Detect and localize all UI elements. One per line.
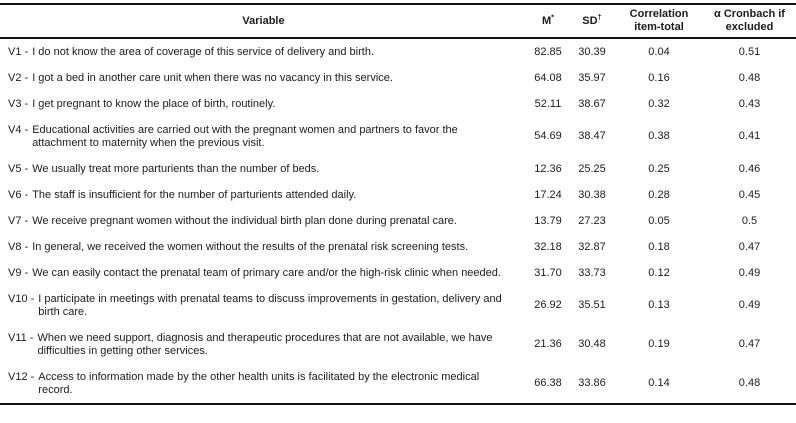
variable-text: I do not know the area of coverage of this service of delivery and birth. — [32, 45, 374, 58]
sd-footnote-marker: † — [597, 11, 602, 21]
correlation-value: 0.05 — [648, 214, 670, 227]
correlation-value: 0.13 — [648, 299, 670, 311]
correlation-value: 0.04 — [648, 45, 670, 58]
mean-value: 21.36 — [534, 338, 562, 350]
mean-footnote-marker: * — [551, 11, 555, 21]
sd-value: 30.48 — [578, 338, 606, 350]
sd-value: 27.23 — [578, 214, 606, 227]
sd-value: 32.87 — [578, 240, 606, 253]
sd-value: 30.38 — [578, 188, 606, 201]
variable-text: We usually treat more parturients than the number of beds. — [32, 162, 320, 175]
mean-value: 13.79 — [534, 214, 562, 227]
sd-label: SD — [582, 14, 598, 27]
column-header-variable: Variable — [0, 4, 527, 38]
sd-value: 35.51 — [578, 299, 606, 311]
table-row — [0, 91, 796, 117]
alpha-value: 0.47 — [738, 338, 761, 350]
table-row — [0, 260, 796, 286]
sd-value: 35.97 — [578, 71, 606, 84]
correlation-value: 0.16 — [648, 71, 670, 84]
sd-value: 33.73 — [578, 266, 606, 279]
alpha-value: 0.48 — [738, 377, 761, 389]
mean-value: 64.08 — [534, 71, 562, 84]
sd-value: 38.47 — [578, 130, 606, 142]
mean-value: 32.18 — [534, 240, 562, 253]
table-row — [0, 364, 796, 404]
table-header — [0, 4, 796, 38]
table-row — [0, 234, 796, 260]
correlation-value: 0.38 — [648, 130, 670, 142]
table-row — [0, 156, 796, 182]
mean-value: 12.36 — [534, 162, 562, 175]
sd-value: 38.67 — [578, 97, 606, 110]
mean-value: 52.11 — [534, 97, 562, 110]
variable-text: We receive pregnant women without the individual birth plan done during prenatal care. — [32, 214, 457, 227]
correlation-value: 0.25 — [648, 162, 670, 175]
variable-id: V11 - — [8, 331, 34, 344]
column-header-cronbach: α Cronbach if excluded — [703, 4, 796, 38]
sd-value: 33.86 — [578, 377, 606, 389]
table-row — [0, 117, 796, 156]
correlation-value: 0.28 — [648, 188, 670, 201]
alpha-value: 0.5 — [741, 214, 758, 227]
variable-text: Educational activities are carried out with the pregnant women and partners to favor the attachment to maternity when the previous visit. — [32, 123, 458, 149]
table-body — [0, 38, 796, 404]
correlation-value: 0.14 — [648, 377, 670, 389]
alpha-value: 0.49 — [738, 266, 761, 279]
alpha-value: 0.46 — [738, 162, 761, 175]
alpha-value: 0.49 — [738, 299, 761, 311]
correlation-value: 0.19 — [648, 338, 670, 350]
item-analysis-table — [0, 3, 796, 405]
mean-value: 31.70 — [534, 266, 562, 279]
variable-id: V7 - — [8, 214, 29, 227]
variable-id: V8 - — [8, 240, 29, 253]
table-row — [0, 65, 796, 91]
correlation-value: 0.18 — [648, 240, 670, 253]
variable-id: V12 - — [8, 370, 35, 383]
variable-text: I participate in meetings with prenatal teams to discuss improvements in gestation, delivery and birth care. — [38, 292, 502, 318]
table-row — [0, 286, 796, 325]
alpha-value: 0.41 — [738, 130, 761, 142]
variable-text: I get pregnant to know the place of birth, routinely. — [32, 97, 276, 110]
variable-text: Access to information made by the other health units is facilitated by the electronic medical record. — [38, 370, 480, 396]
alpha-value: 0.48 — [738, 71, 761, 84]
sd-value: 30.39 — [578, 45, 606, 58]
mean-label: M — [541, 14, 552, 27]
variable-id: V2 - — [8, 71, 29, 84]
variable-id: V1 - — [8, 45, 29, 58]
correlation-value: 0.12 — [648, 266, 670, 279]
variable-id: V10 - — [8, 292, 35, 305]
variable-text: In general, we received the women without the results of the prenatal risk screening tests. — [32, 240, 469, 253]
correlation-value: 0.32 — [648, 97, 670, 110]
column-header-sd — [569, 4, 615, 38]
mean-value: 66.38 — [534, 377, 562, 389]
alpha-value: 0.47 — [738, 240, 761, 253]
variable-id: V6 - — [8, 188, 29, 201]
table-row — [0, 208, 796, 234]
variable-text: When we need support, diagnosis and therapeutic procedures that are not available, we have difficulties in getting other services. — [37, 331, 493, 357]
mean-value: 82.85 — [534, 45, 562, 58]
alpha-value: 0.51 — [738, 45, 761, 58]
mean-value: 54.69 — [534, 130, 562, 142]
variable-text: The staff is insufficient for the number of parturients attended daily. — [32, 188, 357, 201]
table-row — [0, 38, 796, 65]
mean-value: 17.24 — [534, 188, 562, 201]
variable-text: We can easily contact the prenatal team of primary care and/or the high-risk clinic when needed. — [32, 266, 501, 279]
table-row — [0, 325, 796, 364]
variable-id: V4 - — [8, 123, 29, 136]
variable-id: V9 - — [8, 266, 29, 279]
variable-id: V3 - — [8, 97, 29, 110]
mean-value: 26.92 — [534, 299, 562, 311]
sd-value: 25.25 — [578, 162, 606, 175]
variable-text: I got a bed in another care unit when there was no vacancy in this service. — [32, 71, 393, 84]
column-header-mean — [527, 4, 569, 38]
alpha-value: 0.45 — [738, 188, 761, 201]
table-row — [0, 182, 796, 208]
column-header-correlation: Correlation item-total — [615, 4, 703, 38]
header-row — [0, 4, 796, 38]
alpha-value: 0.43 — [738, 97, 761, 110]
variable-id: V5 - — [8, 162, 29, 175]
